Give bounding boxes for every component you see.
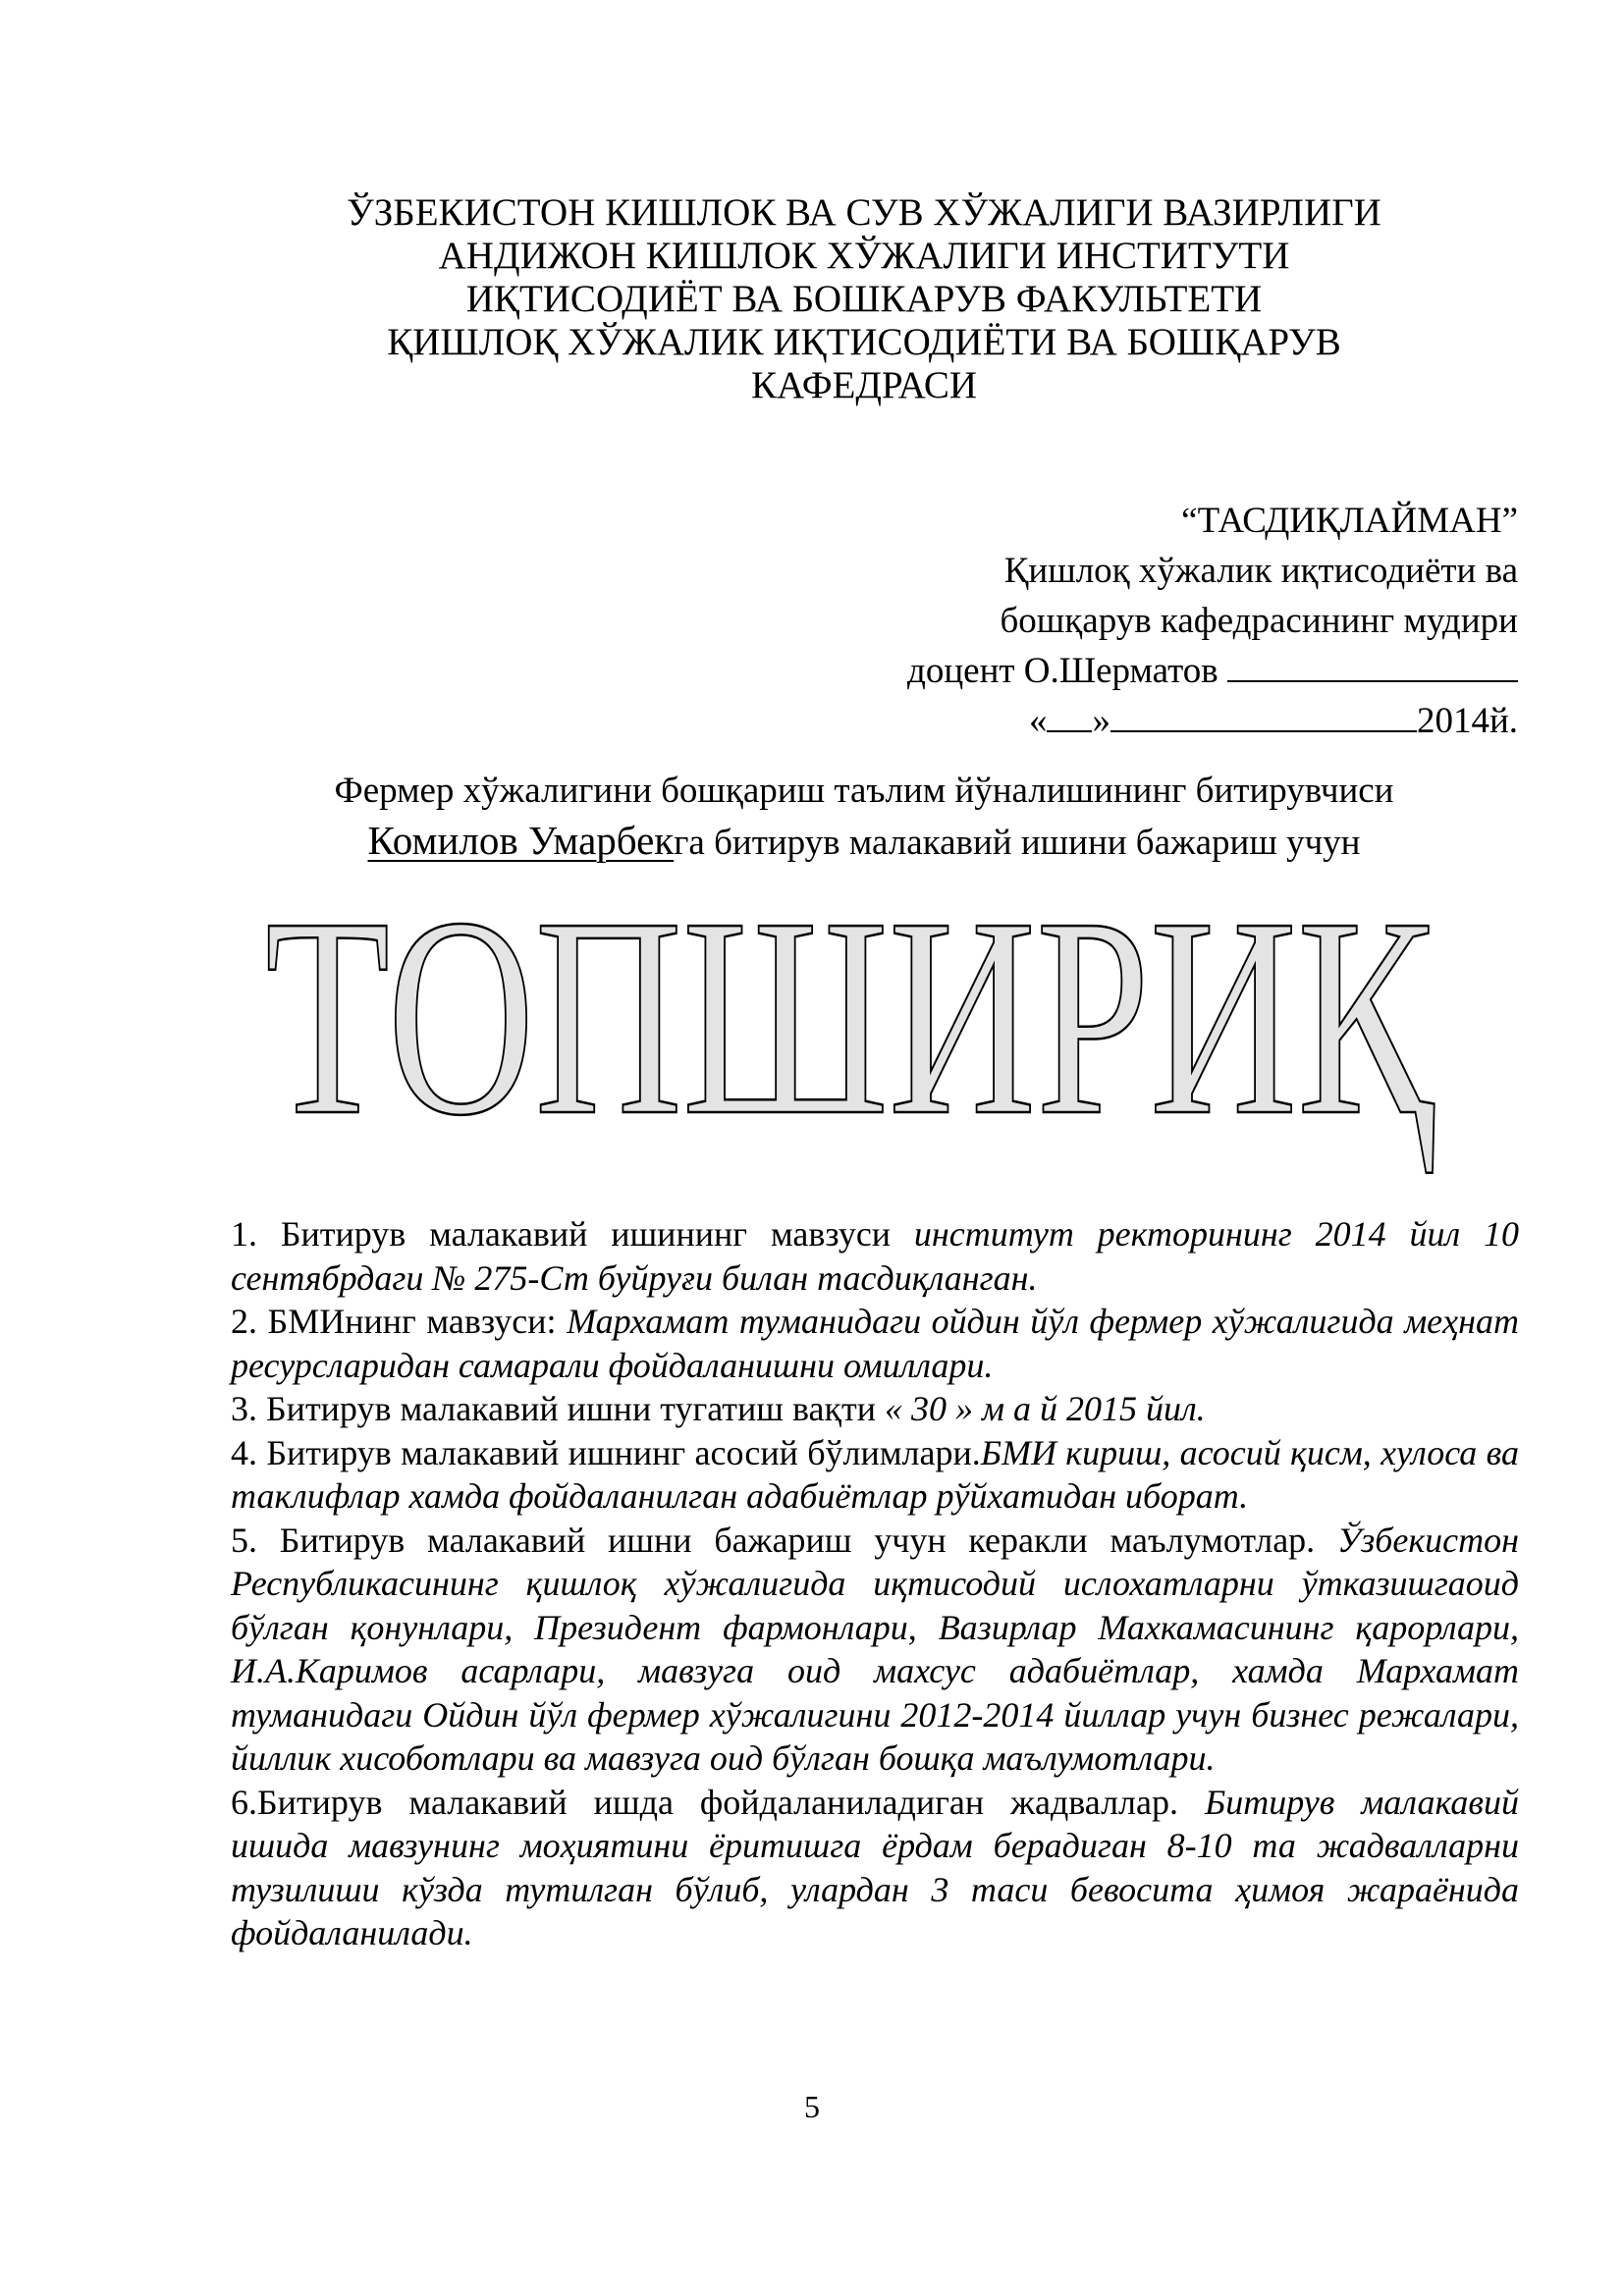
task-item-2-detail: Мархамат туманидаги ойдин йўл фермер хўжалигида меҳнат ресурсларидан самарали фойдаланишни омиллари. (231, 1302, 1519, 1385)
approval-signer-row (687, 646, 1518, 696)
approval-year: 2014й. (1416, 701, 1518, 741)
task-item-5-detail: Ўзбекистон Республикасининг қишлоқ хўжалигида иқтисодий ислохатларни ўтказишгаоид бўлган қонунлари, Президент фармонлари, Вазирлар Махкамасининг қарорлари, И.А.Каримов асарлари, мавзуга оид махсус адабиётлар, хамда Мархамат туманидаги Ойдин йўл фермер хўжалигини 2012-2014 йиллар учун бизнес режалари, йиллик хисоботлари ва мавзуга оид бўлган бошқа маълумотлари. (231, 1520, 1519, 1778)
student-line-2-rest: га битирув малакавий ишини бажариш учун (674, 823, 1361, 863)
student-line-2 (245, 816, 1483, 868)
student-name: Комилов Умарбек (367, 818, 675, 863)
approval-position-2: бошқарув кафедрасининг мудири (1000, 601, 1518, 641)
day-blank (1047, 701, 1092, 732)
date-quote-open: « (1028, 701, 1048, 741)
task-item-5 (231, 1519, 1519, 1781)
task-item-6-label: 6.Битирув малакавий ишда фойдаланиладиган жадваллар. (231, 1782, 1205, 1822)
document-title: ТОПШИРИҚ (265, 888, 1435, 1174)
page-number: 5 (804, 2089, 820, 2124)
task-item-1 (231, 1212, 1519, 1300)
task-item-6 (231, 1781, 1519, 1955)
approval-position-1: Қишлоқ хўжалик иқтисодиёти ва (1003, 551, 1518, 591)
task-item-3 (231, 1387, 1519, 1431)
task-item-2-label: 2. БМИнинг мавзуси: (231, 1302, 568, 1341)
ministry-line: ЎЗБЕКИСТОН КИШЛОК ВА СУВ ХЎЖАЛИГИ ВАЗИРЛИГИ (347, 191, 1381, 234)
task-item-4 (231, 1431, 1519, 1519)
institution-header (245, 191, 1483, 407)
approval-block (687, 496, 1518, 746)
document-title-wordart (265, 888, 1483, 1193)
task-item-1-detail: институт ректорининг 2014 йил 10 сентябрдаги № 275-Ст буйруғи билан тасдиқланган. (231, 1214, 1519, 1298)
task-item-2 (231, 1300, 1519, 1387)
faculty-line: ИҚТИСОДИЁТ ВА БОШКАРУВ ФАКУЛЬТЕТИ (465, 278, 1263, 320)
task-item-5-label: 5. Битирув малакавий ишни бажариш учун керакли маълумотлар. (231, 1520, 1337, 1560)
date-quote-close: » (1092, 701, 1110, 741)
task-item-6-detail: Битирув малакавий ишида мавзунинг моҳиятини ёритишга ёрдам берадиган 8-10 та жадвалларни тузилиши кўзда тутилган бўлиб, улардан 3 таси бевосита ҳимоя жараёнида фойдаланилади. (231, 1782, 1520, 1952)
approval-signer: доцент О.Шерматов (907, 651, 1218, 691)
approval-date-row (687, 696, 1518, 746)
student-line-1: Фермер хўжалигини бошқариш таълим йўналишининг битирувчиси (334, 771, 1394, 811)
signature-line (1227, 651, 1518, 682)
task-item-4-detail: БМИ кириш, асосий қисм, хулоса ва таклифлар хамда фойдаланилган адабиётлар рўйхатидан иборат. (231, 1432, 1519, 1516)
task-item-1-label: 1. Битирув малакавий ишининг мавзуси (231, 1214, 914, 1254)
approval-title: “ТАСДИҚЛАЙМАН” (1181, 501, 1518, 541)
department-line: ҚИШЛОҚ ХЎЖАЛИК ИҚТИСОДИЁТИ ВА БОШҚАРУВ (387, 321, 1341, 363)
month-blank (1110, 701, 1417, 732)
task-list (231, 1212, 1519, 1955)
task-item-3-detail: « 30 » м а й 2015 йил. (884, 1389, 1206, 1428)
student-info (245, 766, 1483, 868)
institute-line: АНДИЖОН КИШЛОК ХЎЖАЛИГИ ИНСТИТУТИ (438, 235, 1290, 277)
task-item-4-label: 4. Битирув малакавий ишнинг асосий бўлимлари. (231, 1432, 981, 1472)
task-item-3-label: 3. Битирув малакавий ишни тугатиш вақти (231, 1389, 885, 1428)
department-line-2: КАФЕДРАСИ (750, 364, 978, 406)
